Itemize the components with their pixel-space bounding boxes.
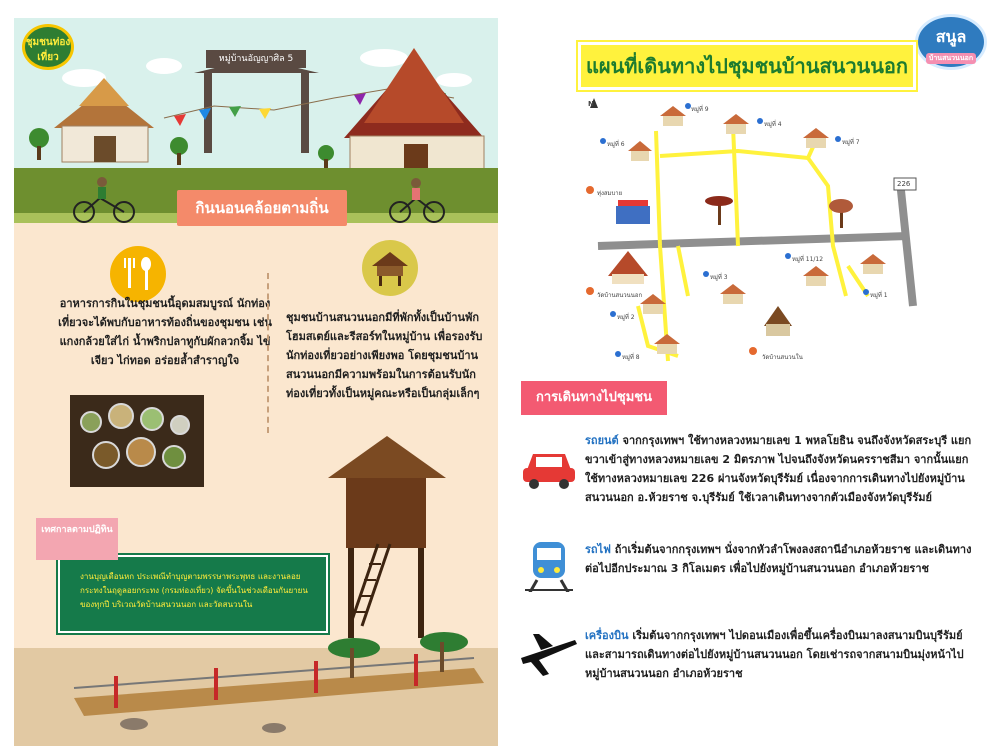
map-label: วัดบ้านสนวนใน (762, 354, 803, 361)
cyclist-left-icon (70, 176, 140, 224)
granary-ladder (344, 538, 394, 628)
airplane-icon (519, 628, 579, 680)
map-label: หมู่ที่ 1 (870, 292, 888, 299)
granary-leg (418, 548, 424, 638)
cyclist-right-icon (388, 178, 448, 224)
map-label: หมู่ที่ 4 (764, 121, 782, 128)
train-route-text (585, 540, 975, 578)
map-label: หมู่ที่ 9 (691, 106, 709, 113)
plane-mode-label: เครื่องบิน (585, 629, 629, 642)
food-photo (70, 395, 204, 487)
map-label: หมู่ที่ 11/12 (792, 256, 824, 263)
food-paragraph: อาหารการกินในชุมชนนี้อุดมสมบูรณ์ นักท่องเที่ยวจะได้พบกับอาหารท้องถิ่นของชุมชน เช่น แกงกล้วยใส่ไก่ น้ำพริกปลาทูกับผักลวกจิ้ม ไข่เจียว ไก่ทอด อร่อยล้ำสำราญใจ (58, 297, 272, 367)
car-mode-label: รถยนต์ (585, 434, 619, 447)
map-label: หมู่ที่ 8 (622, 354, 640, 361)
map-title: แผนที่เดินทางไปชุมชนบ้านสนวนนอก (578, 42, 916, 90)
plane-route-description: เริ่มต้นจากกรุงเทพฯ ไปดอนเมืองเพื่อขึ้นเครื่องบินมาลงสนามบินบุรีรัมย์ และสามารถเดินทางต่อไปยังหมู่บ้านสนวนนอก โดยเช่ารถจากสนามบินมุ่งหน้าไปหมู่บ้านสนวนนอก อำเภอห้วยราช (585, 629, 964, 680)
stilt-house-icon (362, 240, 418, 296)
gate-sign: หมู่บ้านอัญญาศิล 5 (206, 50, 306, 68)
section-title: กินนอนคล้อยตามถิ่น (177, 190, 347, 226)
village-map (578, 96, 923, 366)
bridge-illustration (54, 628, 494, 738)
map-label: หมู่ที่ 2 (617, 314, 635, 321)
brand-logo-right (915, 14, 987, 70)
map-label: หมู่ที่ 7 (842, 139, 860, 146)
train-route-description: ถ้าเริ่มต้นจากกรุงเทพฯ นั่งจากหัวลำโพงลงสถานีอำเภอห้วยราช และเดินทางต่อไปอีกประมาณ 3 กิโลเมตร เพื่อไปยังหมู่บ้านสนวนนอก อำเภอห้วยราช (585, 543, 972, 575)
map-label: หมู่ที่ 3 (710, 274, 728, 281)
car-route-text (585, 431, 975, 507)
car-route-description: จากกรุงเทพฯ ใช้ทางหลวงหมายเลข 1 พหลโยธิน จนถึงจังหวัดสระบุรี แยกขวาเข้าสู่ทางหลวงหมายเลข 2 มิตรภาพ ไปจนถึงจังหวัดนครราชสีมา จากนั้นแยกใช้ทางหลวงหมายเลข 226 ผ่านจังหวัดบุรีรัมย์ เนื่องจากการเดินทางไปยังหมู่บ้านสนวนนอก อ.ห้วยราช จ.บุรีรัมย์ ใช้เวลาเดินทางจากตัวเมืองจังหวัดบุรีรัมย์ (585, 434, 972, 504)
north-label: N (588, 100, 594, 108)
map-label: ทุ่งสมบาย (597, 190, 623, 197)
train-mode-label: รถไฟ (585, 543, 611, 556)
map-label: วัดบ้านสนวนนอก (597, 292, 643, 299)
route-banner: การเดินทางไปชุมชน (521, 381, 667, 415)
plane-route-text (585, 626, 965, 683)
infographic-left-page (14, 18, 498, 746)
map-label: หมู่ที่ 6 (607, 141, 625, 148)
festival-text: งานบุญเดือนหก ประเพณีทำบุญตามพรรษาพระพุทธ และงานลอยกระทงในฤดูลอยกระทง (กรมท่องเที่ยว) จัดขึ้นในช่วงเดือนกันยายนของทุกปี บริเวณวัดบ้านสนวนนอก และวัดสนวนใน (80, 572, 308, 609)
train-icon (519, 540, 579, 592)
granary-roof (328, 436, 446, 478)
festival-label: เทศกาลตามปฏิทิน (36, 518, 118, 560)
column-divider (267, 273, 269, 433)
accommodation-paragraph: ชุมชนบ้านสนวนนอกมีที่พักทั้งเป็นบ้านพักโฮมสเตย์และรีสอร์ทในหมู่บ้าน เพื่อรองรับนักท่องเที่ยวอย่างเพียงพอ โดยชุมชนบ้านสนวนนอกมีความพร้อมในการต้อนรับนักท่องเที่ยวทั้งเป็นหมู่คณะหรือเป็นกลุ่มเล็กๆ (286, 311, 483, 400)
brand-logo (22, 24, 74, 70)
brand-logo-right-text: สนูล (935, 27, 967, 46)
brand-logo-text: ชุมชนท่องเที่ยว (25, 37, 71, 63)
brand-logo-right-sub: บ้านสนวนนอก (926, 53, 976, 64)
car-icon (519, 440, 579, 492)
road-number: 226 (897, 180, 911, 188)
